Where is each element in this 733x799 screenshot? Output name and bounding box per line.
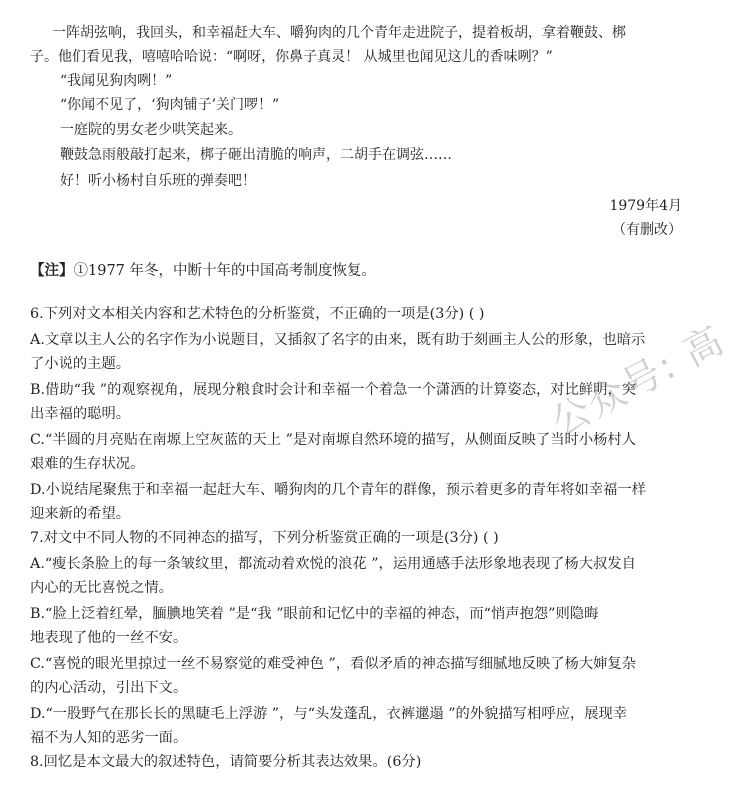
passage-line-6: 鞭鼓急雨般敲打起来，梆子砸出清脆的响声，二胡手在调弦…… bbox=[60, 147, 452, 163]
q6-option-b-line2: 出幸福的聪明。 bbox=[30, 406, 131, 422]
q7-option-d-line1: D.“一股野气在那长长的黑睫毛上浮游 ”，与“头发蓬乱，衣裤邋遢 ”的外貌描写相呼应，展现幸 bbox=[30, 706, 628, 722]
passage-date: 1979年4月 bbox=[609, 198, 682, 214]
q6-option-d-line2: 迎来新的希望。 bbox=[30, 506, 131, 522]
q7-stem: 7.对文中不同人物的不同神态的描写，下列分析鉴赏正确的一项是(3分) ( ) bbox=[30, 530, 499, 546]
watermark: 公众号: 高 bbox=[544, 317, 732, 445]
q7-option-d-line2: 福不为人知的恶劣一面。 bbox=[30, 730, 188, 746]
q6-option-d-line1: D.小说结尾聚焦于和幸福一起赶大车、嚼狗肉的几个青年的群像，预示着更多的青年将如幸福一样 bbox=[30, 482, 646, 498]
q6-option-a-line2: 了小说的主题。 bbox=[30, 356, 131, 372]
annotation-text: ①1977 年冬，中断十年的中国高考制度恢复。 bbox=[73, 263, 377, 279]
q6-stem: 6.下列对文本相关内容和艺术特色的分析鉴赏，不正确的一项是(3分) ( ) bbox=[30, 306, 485, 322]
passage-line-5: 一庭院的男女老少哄笑起来。 bbox=[60, 122, 242, 138]
q6-option-c-line1: C.“半圆的月亮贴在南塬上空灰蓝的天上 ”是对南塬自然环境的描写，从侧面反映了当时小杨村人 bbox=[30, 432, 637, 448]
q7-option-c-line2: 的内心活动，引出下文。 bbox=[30, 680, 188, 696]
passage-line-2: 子。他们看见我，嘻嘻哈哈说：“啊呀，你鼻子真灵！ 从城里也闻见这儿的香味咧？” bbox=[30, 49, 553, 65]
q7-option-c-line1: C.“喜悦的眼光里掠过一丝不易察觉的难受神色 ”，看似矛盾的神态描写细腻地反映了杨大婶复杂 bbox=[30, 656, 637, 672]
annotation-label: 【注】 bbox=[30, 262, 74, 279]
q7-option-a-line2: 内心的无比喜悦之情。 bbox=[30, 580, 173, 596]
annotation bbox=[30, 259, 684, 283]
passage-line-3: “我闻见狗肉咧！” bbox=[60, 73, 173, 89]
q6-option-a-line1: A.文章以主人公的名字作为小说题目，又插叙了名字的由来，既有助于刻画主人公的形象，也暗示 bbox=[30, 332, 646, 348]
q6-option-c-line2: 艰难的生存状况。 bbox=[30, 456, 145, 472]
q6-option-b-line1: B.借助“我 ”的观察视角，展现分粮食时会计和幸福一个着急一个潇洒的计算姿态，对比鲜明，突 bbox=[30, 382, 637, 398]
q7-option-b-line2: 地表现了他的一丝不安。 bbox=[30, 630, 188, 646]
q8-stem: 8.回忆是本文最大的叙述特色，请简要分析其表达效果。(6分) bbox=[30, 754, 422, 770]
passage-line-1: 一阵胡弦响，我回头，和幸福赶大车、嚼狗肉的几个青年走进院子，提着板胡，拿着鞭鼓、梆 bbox=[52, 25, 626, 41]
passage-line-4: “你闻不见了，‘狗肉铺子’关门啰！” bbox=[60, 97, 280, 113]
q7-option-b-line1: B.“脸上泛着红晕，腼腆地笑着 ”是“我 ”眼前和记忆中的幸福的神态，而“悄声抱怨”则隐晦 bbox=[30, 606, 599, 622]
passage-edit-note: （有删改） bbox=[612, 222, 682, 238]
q7-option-a-line1: A.“瘦长条脸上的每一条皱纹里，都流动着欢悦的浪花 ”，运用通感手法形象地表现了杨大叔发自 bbox=[30, 556, 636, 572]
passage-line-7: 好！听小杨村自乐班的弹奏吧！ bbox=[60, 173, 256, 189]
